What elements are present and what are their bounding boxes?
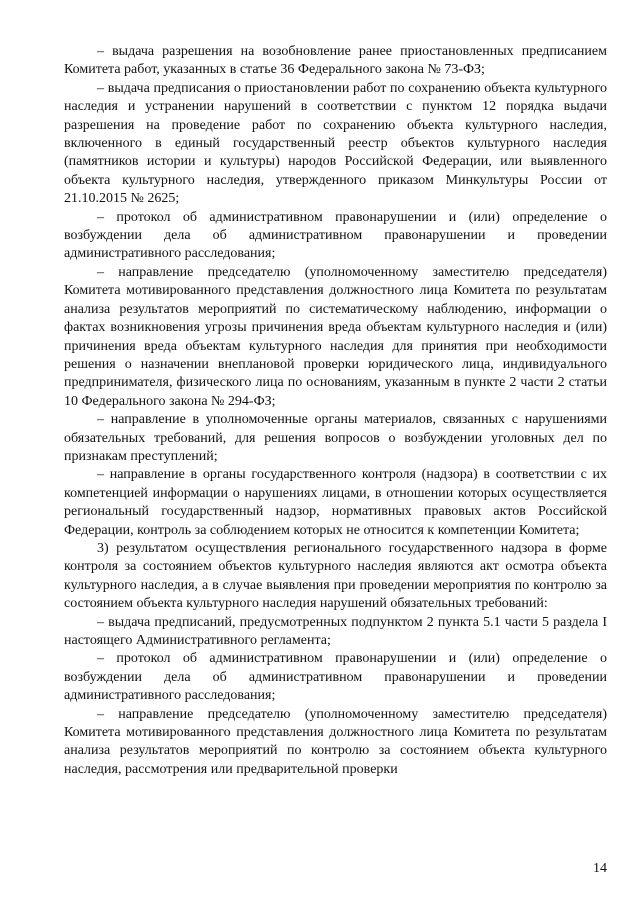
- paragraph-permit-resumption: – выдача разрешения на возобновление ранее приостановленных предписанием Комитета работ, указанных в статье 36 Федерального закона № 73-ФЗ;: [64, 44, 607, 78]
- paragraph-materials-to-authorities: – направление в уполномоченные органы материалов, связанных с нарушениями обязательных требований, для решения вопросов о возбуждении уголовных дел по признакам преступлений;: [64, 412, 607, 464]
- paragraph-item-3: 3) результатом осуществления регионального государственного надзора в форме контроля за состоянием объектов культурного наследия являются акт осмотра объекта культурного наследия, а в случае выявления при проведении мероприятия по контролю за состоянием объекта культурного наследия нарушений обязательных требований:: [64, 540, 607, 612]
- paragraph-motivated-submission-2: – направление председателю (уполномоченному заместителю председателя) Комитета мотивированного представления должностного лица Комитета по результатам анализа результатов мероприятий по контролю за состоянием объекта культурного наследия, рассмотрения или предварительной проверки: [64, 706, 607, 777]
- paragraph-offense-protocol-2: – протокол об административном правонарушении и (или) определение о возбуждении дела об административном правонарушении и проведении административного расследования;: [64, 651, 607, 704]
- paragraph-issue-orders: – выдача предписаний, предусмотренных подпунктом 2 пункта 5.1 части 5 раздела I настоящего Административного регламента;: [64, 614, 607, 648]
- body-text: [64, 43, 607, 779]
- paragraph-motivated-submission: – направление председателю (уполномоченному заместителю председателя) Комитета мотивированного представления должностного лица Комитета по результатам анализа результатов мероприятий по систематическому наблюдению, информации о фактах возникновения угрозы причинения вреда объектам культурного наследия и (или) причинения вреда объектам культурного наследия для принятия при необходимости решения о назначении внеплановой проверки юридического лица, индивидуального предпринимателя, физического лица по основаниям, указанным в пункте 2 части 2 статьи 10 Федерального закона № 294-ФЗ;: [64, 264, 607, 409]
- paragraph-offense-protocol: – протокол об административном правонарушении и (или) определение о возбуждении дела об административном правонарушении и проведении административного расследования;: [64, 209, 607, 262]
- paragraph-suspension-order: – выдача предписания о приостановлении работ по сохранению объекта культурного наследия и устранении нарушений в соответствии с пунктом 12 порядка выдачи разрешения на проведение работ по сохранению объекта культурного наследия, включенного в единый государственный реестр объектов культурного наследия (памятников истории и культуры) народов Российской Федерации, или выявленного объекта культурного наследия, утвержденного приказом Минкультуры России от 21.10.2015 № 2625;: [64, 80, 607, 207]
- paragraph-info-to-control-bodies: – направление в органы государственного контроля (надзора) в соответствии с их компетенцией информации о нарушениях лицами, в отношении которых осуществляется региональный государственный надзор, нормативных правовых актов Российской Федерации, контроль за соблюдением которых не относится к компетенции Комитета;: [64, 467, 607, 538]
- page-number: 14: [593, 861, 607, 876]
